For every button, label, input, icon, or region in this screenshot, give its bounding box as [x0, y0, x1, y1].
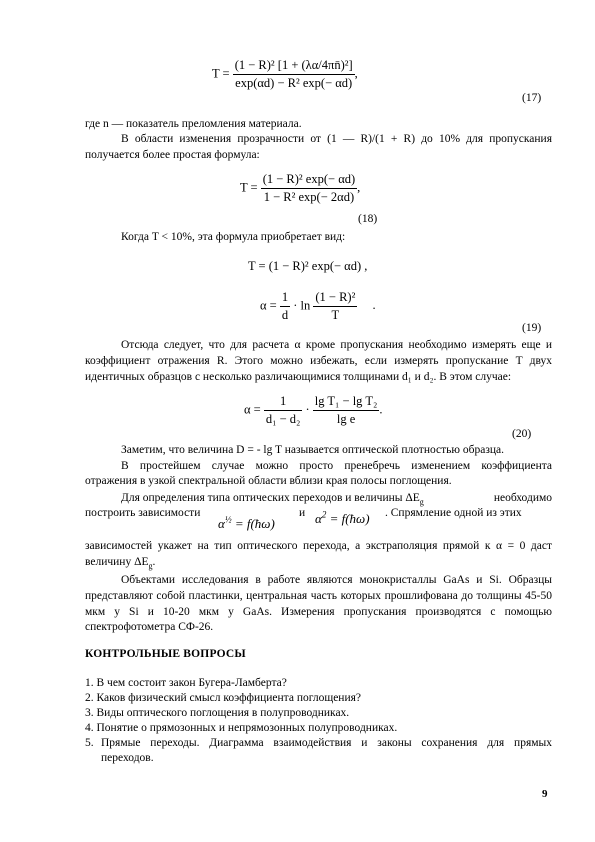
question-1: 1. В чем состоит закон Бугера-Ламберта? — [85, 677, 287, 689]
eq18-denominator: 1 − R² exp(− 2αd) — [263, 190, 355, 204]
eq17-number: (17) — [522, 92, 542, 104]
question-5-number: 5. — [85, 737, 94, 749]
eq20-f1-numerator: 1 — [264, 394, 303, 411]
p8-sub-g: g — [148, 561, 153, 571]
eq18-tail: , — [357, 180, 361, 195]
question-5 — [85, 736, 552, 766]
paragraph-extrapolation-line2 — [85, 555, 552, 570]
equation-19a: T = (1 − R)² exp(− αd) , — [248, 259, 368, 273]
eq18-fraction — [261, 172, 357, 205]
eq17-lhs: T = — [212, 66, 230, 81]
paragraph-simplest-case-line2: отражения в узкой спектральной области вблизи края полосы поглощения. — [85, 475, 452, 487]
equation-20 — [244, 394, 382, 427]
paragraph-refractive-index: где n — показатель преломления материала. — [85, 118, 302, 130]
paragraph-transparency-line1: В области изменения прозрачности от (1 — R)/(1 + R) до 10% для пропускания — [121, 133, 552, 145]
p7b-and: и — [299, 507, 306, 519]
dependence-alpha-half: $\alpha^{\frac{1}{2}}$ = f(ħω) — [218, 514, 275, 531]
eq20-f2-denominator: lg e — [336, 412, 356, 426]
p7b-end: . Спрямление одной из этих — [385, 507, 522, 519]
eq19b-lhs: α = — [260, 298, 277, 313]
p7-sub-g: g — [419, 497, 424, 507]
p7-text: Для определения типа оптических переходов и величины ΔE — [121, 492, 420, 504]
eq17-numerator: (1 − R)² [1 + (λα/4πn̄)²] — [233, 58, 355, 75]
eq19b-f1-denominator: d — [281, 308, 289, 322]
paragraph-transition-type-line1 — [85, 491, 552, 506]
question-4: 4. Понятие о прямозонных и непрямозонных полупроводниках. — [85, 722, 398, 734]
eq17-tail: , — [354, 66, 358, 81]
eq19b-f1-numerator: 1 — [280, 290, 290, 307]
equation-18 — [240, 172, 360, 205]
p8-post: . — [152, 556, 156, 568]
eq20-lhs: α = — [244, 402, 261, 417]
page-number: 9 — [542, 788, 548, 800]
section-heading: КОНТРОЛЬНЫЕ ВОПРОСЫ — [85, 648, 246, 660]
eq18-numerator: (1 − R)² exp(− αd) — [261, 172, 357, 189]
paragraph-objects-line1: Объектами исследования в работе являются монокристаллы GaAs и Si. Образцы — [121, 574, 552, 586]
eq18-lhs: T = — [240, 180, 258, 195]
paragraph-when-t-small: Когда T < 10%, эта формула приобретает вид: — [121, 231, 346, 243]
p7b-start: построить зависимости — [85, 507, 201, 519]
eq17-denominator: exp(αd) − R² exp(− αd) — [235, 76, 353, 90]
paragraph-alpha-calc-line3: идентичных образцов с несколько различающимися толщинами d₁ и d₂. В этом случае: — [85, 371, 512, 383]
eq20-f2-numerator: lg T₁ − lg T₂ — [313, 394, 380, 411]
eq17-fraction — [233, 58, 355, 91]
paragraph-optical-density: Заметим, что величина D = - lg T называется оптической плотностью образца. — [121, 444, 504, 456]
equation-19b — [260, 290, 376, 323]
eq19b-tail: . — [372, 298, 376, 313]
paragraph-objects-line4: спектрофотометра СФ-26. — [85, 621, 214, 633]
question-5-line1: Прямые переходы. Диаграмма взаимодействия и законы сохранения для прямых — [101, 737, 552, 749]
paragraph-simplest-case-line1: В простейшем случае можно просто пренебречь изменением коэффициента — [121, 460, 552, 472]
p8-pre: величину ΔE — [85, 556, 149, 568]
question-2: 2. Каков физический смысл коэффициента поглощения? — [85, 692, 362, 704]
eq18-number: (18) — [358, 213, 378, 225]
eq19b-f2-numerator: (1 − R)² — [313, 290, 357, 307]
paragraph-transparency-line2: получается более простая формула: — [85, 149, 260, 161]
eq19b-fraction-2 — [313, 290, 357, 323]
eq20-fraction-2 — [313, 394, 383, 427]
question-5-line2: переходов. — [101, 752, 154, 764]
dependence-alpha-squared: $\alpha^2$ = f(ħω) — [315, 509, 370, 526]
paragraph-extrapolation-line1: зависимостей укажет на тип оптического перехода, а экстраполяция прямой к α = 0 даст — [85, 540, 552, 552]
equation-17 — [212, 58, 358, 91]
eq19b-fraction-1 — [280, 290, 290, 323]
paragraph-alpha-calc-line1: Отсюда следует, что для расчета α кроме пропускания необходимо измерять еще и — [121, 339, 552, 351]
paragraph-alpha-calc-line2: коэффициент отражения R. Этого можно избежать, если измерять пропускание T двух — [85, 355, 552, 367]
eq20-f1-denominator: d₁ − d₂ — [265, 412, 301, 426]
eq20-tail: . — [379, 402, 383, 417]
p7-end: необходимо — [493, 492, 552, 504]
eq19b-f2-denominator: T — [331, 308, 340, 322]
eq19b-ln: · ln — [293, 298, 311, 313]
question-3: 3. Виды оптического поглощения в полупроводниках. — [85, 707, 350, 719]
paragraph-objects-line2: представляют собой пластинки, центральная часть которых прошлифована до толщины 45-50 — [85, 590, 552, 602]
paragraph-objects-line3: мкм у Si и 10-20 мкм у GaAs. Измерения пропускания производятся с помощью — [85, 606, 552, 618]
eq20-fraction-1 — [264, 394, 303, 427]
eq20-number: (20) — [512, 428, 532, 440]
eq19-number: (19) — [522, 322, 542, 334]
eq20-dot: · — [305, 402, 310, 417]
